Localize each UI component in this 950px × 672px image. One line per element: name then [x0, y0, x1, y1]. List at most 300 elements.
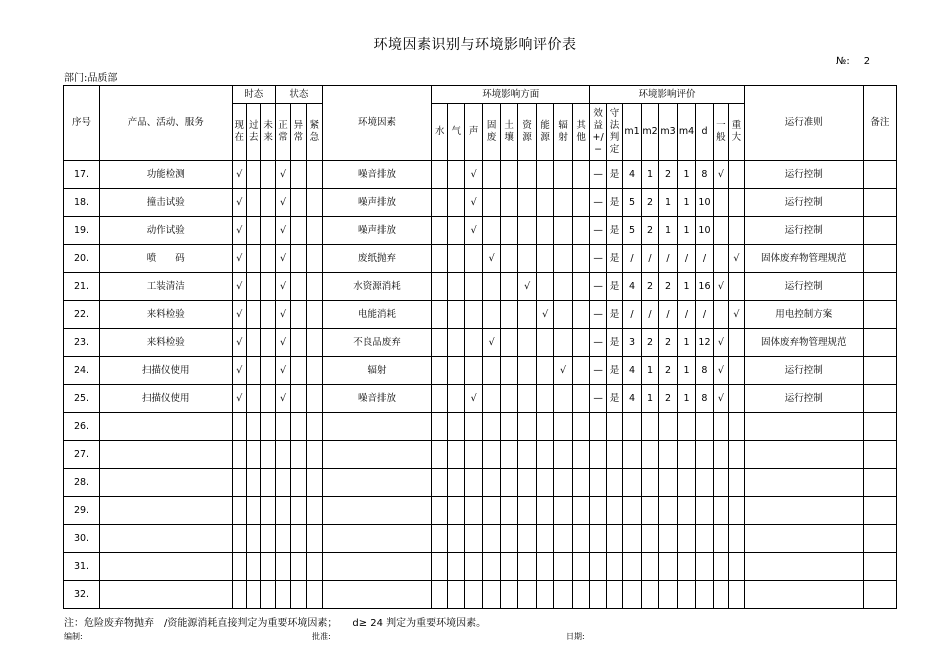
- row-impact-energy: [536, 581, 553, 609]
- row-number: 29.: [64, 497, 100, 525]
- row-impact-air: [448, 161, 464, 189]
- row-criterion: [744, 525, 863, 553]
- row-general: √: [713, 329, 728, 357]
- row-impact-air: [448, 357, 464, 385]
- row-remark: [863, 329, 896, 357]
- row-impact-water: [432, 217, 448, 245]
- row-impact-resource: √: [518, 273, 537, 301]
- header-impact-group: 环境影响方面: [432, 86, 590, 104]
- row-m1: 4: [623, 385, 642, 413]
- row-m1: 4: [623, 161, 642, 189]
- row-status-emergency: [306, 413, 322, 441]
- row-impact-air: [448, 329, 464, 357]
- row-impact-resource: [518, 553, 537, 581]
- row-factor: 电能消耗: [323, 301, 432, 329]
- header-m2: m2: [641, 104, 658, 161]
- table-row: [64, 217, 897, 245]
- row-tense-past: [247, 273, 261, 301]
- row-major: [729, 525, 745, 553]
- row-benefit: —: [590, 245, 606, 273]
- row-status-abnormal: [291, 553, 306, 581]
- row-impact-radiation: √: [554, 357, 573, 385]
- row-m3: /: [659, 245, 678, 273]
- row-tense-past: [247, 357, 261, 385]
- row-impact-sound: [464, 245, 483, 273]
- row-m2: 1: [641, 161, 658, 189]
- row-m2: /: [641, 301, 658, 329]
- row-impact-soil: [500, 413, 517, 441]
- row-m2: 2: [641, 217, 658, 245]
- row-m1: [623, 581, 642, 609]
- row-tense-future: [261, 413, 275, 441]
- row-m1: 4: [623, 273, 642, 301]
- row-benefit: —: [590, 273, 606, 301]
- row-impact-soil: [500, 329, 517, 357]
- row-m3: [659, 525, 678, 553]
- row-status-abnormal: [291, 469, 306, 497]
- row-tense-past: [247, 329, 261, 357]
- row-impact-radiation: [554, 189, 573, 217]
- row-factor: 水资源消耗: [323, 273, 432, 301]
- header-future: 未来: [261, 104, 275, 161]
- row-impact-energy: [536, 553, 553, 581]
- row-tense-now: √: [232, 329, 246, 357]
- row-impact-soil: [500, 273, 517, 301]
- row-impact-other: [572, 553, 590, 581]
- table-row: [64, 329, 897, 357]
- row-impact-energy: [536, 273, 553, 301]
- row-impact-energy: [536, 469, 553, 497]
- row-impact-solid-waste: [483, 441, 500, 469]
- row-tense-now: √: [232, 385, 246, 413]
- row-impact-water: [432, 581, 448, 609]
- row-compliance: [606, 469, 622, 497]
- row-general: [713, 413, 728, 441]
- row-tense-future: [261, 553, 275, 581]
- row-tense-now: [232, 553, 246, 581]
- row-tense-future: [261, 497, 275, 525]
- row-remark: [863, 301, 896, 329]
- header-emergency: 紧急: [306, 104, 322, 161]
- row-m4: 1: [677, 273, 696, 301]
- row-impact-radiation: [554, 413, 573, 441]
- header-abnormal: 异常: [291, 104, 306, 161]
- row-m2: 2: [641, 189, 658, 217]
- row-impact-water: [432, 525, 448, 553]
- row-impact-resource: [518, 469, 537, 497]
- row-factor: [323, 581, 432, 609]
- row-impact-air: [448, 469, 464, 497]
- row-tense-now: √: [232, 301, 246, 329]
- row-impact-resource: [518, 301, 537, 329]
- row-general: √: [713, 273, 728, 301]
- row-status-abnormal: [291, 357, 306, 385]
- row-impact-radiation: [554, 301, 573, 329]
- row-impact-other: [572, 441, 590, 469]
- row-impact-other: [572, 273, 590, 301]
- row-major: [729, 581, 745, 609]
- row-impact-energy: [536, 245, 553, 273]
- row-remark: [863, 385, 896, 413]
- table-row: [64, 525, 897, 553]
- row-m2: [641, 413, 658, 441]
- row-number: 21.: [64, 273, 100, 301]
- row-impact-soil: [500, 441, 517, 469]
- row-general: [713, 497, 728, 525]
- header-compliance: 守法判定: [606, 104, 622, 161]
- header-m4: m4: [677, 104, 696, 161]
- row-criterion: 运行控制: [744, 161, 863, 189]
- row-impact-water: [432, 441, 448, 469]
- row-tense-now: √: [232, 161, 246, 189]
- row-d: 10: [696, 217, 713, 245]
- row-general: √: [713, 357, 728, 385]
- header-resource: 资源: [518, 104, 537, 161]
- row-factor: 噪声排放: [323, 217, 432, 245]
- row-status-abnormal: [291, 441, 306, 469]
- row-status-normal: [275, 581, 290, 609]
- row-impact-resource: [518, 413, 537, 441]
- row-impact-resource: [518, 357, 537, 385]
- row-general: [713, 189, 728, 217]
- row-remark: [863, 273, 896, 301]
- row-m4: 1: [677, 189, 696, 217]
- row-number: 27.: [64, 441, 100, 469]
- row-tense-now: [232, 581, 246, 609]
- row-m4: 1: [677, 161, 696, 189]
- row-m4: 1: [677, 329, 696, 357]
- row-status-abnormal: [291, 525, 306, 553]
- row-impact-solid-waste: √: [483, 329, 500, 357]
- row-impact-sound: [464, 413, 483, 441]
- row-impact-radiation: [554, 245, 573, 273]
- row-status-emergency: [306, 189, 322, 217]
- row-tense-future: [261, 581, 275, 609]
- row-m3: [659, 581, 678, 609]
- row-impact-other: [572, 329, 590, 357]
- row-d: [696, 497, 713, 525]
- row-criterion: 运行控制: [744, 357, 863, 385]
- header-seq: 序号: [64, 86, 100, 161]
- row-status-emergency: [306, 161, 322, 189]
- row-impact-air: [448, 413, 464, 441]
- row-tense-past: [247, 497, 261, 525]
- row-number: 19.: [64, 217, 100, 245]
- row-status-normal: [275, 441, 290, 469]
- row-impact-air: [448, 273, 464, 301]
- row-activity: 扫描仪使用: [99, 385, 232, 413]
- row-status-abnormal: [291, 581, 306, 609]
- row-benefit: [590, 525, 606, 553]
- row-tense-future: [261, 301, 275, 329]
- row-m2: [641, 497, 658, 525]
- row-impact-water: [432, 413, 448, 441]
- row-m1: [623, 497, 642, 525]
- row-criterion: [744, 497, 863, 525]
- row-tense-future: [261, 441, 275, 469]
- row-remark: [863, 525, 896, 553]
- table-row: [64, 553, 897, 581]
- row-status-emergency: [306, 357, 322, 385]
- table-row: [64, 581, 897, 609]
- row-m1: /: [623, 245, 642, 273]
- row-benefit: —: [590, 189, 606, 217]
- row-tense-past: [247, 413, 261, 441]
- row-m3: [659, 553, 678, 581]
- row-activity: 工装清洁: [99, 273, 232, 301]
- row-m1: [623, 553, 642, 581]
- row-general: [713, 469, 728, 497]
- row-impact-resource: [518, 189, 537, 217]
- row-compliance: 是: [606, 161, 622, 189]
- row-activity: 扫描仪使用: [99, 357, 232, 385]
- row-status-normal: [275, 469, 290, 497]
- row-impact-water: [432, 301, 448, 329]
- row-m3: /: [659, 301, 678, 329]
- row-factor: [323, 413, 432, 441]
- row-impact-sound: √: [464, 385, 483, 413]
- header-m1: m1: [623, 104, 642, 161]
- row-impact-water: [432, 357, 448, 385]
- row-activity: [99, 413, 232, 441]
- row-criterion: 用电控制方案: [744, 301, 863, 329]
- row-benefit: [590, 441, 606, 469]
- row-impact-other: [572, 385, 590, 413]
- row-impact-solid-waste: [483, 273, 500, 301]
- row-d: /: [696, 245, 713, 273]
- footer-date: 日期:: [566, 632, 585, 641]
- row-number: 31.: [64, 553, 100, 581]
- row-tense-past: [247, 469, 261, 497]
- row-tense-now: [232, 525, 246, 553]
- row-impact-energy: [536, 441, 553, 469]
- row-impact-sound: √: [464, 161, 483, 189]
- table-row: [64, 189, 897, 217]
- row-impact-water: [432, 273, 448, 301]
- row-m4: [677, 469, 696, 497]
- row-compliance: 是: [606, 385, 622, 413]
- row-m3: 2: [659, 357, 678, 385]
- footer-approver: 批准:: [312, 632, 331, 641]
- row-activity: 功能检测: [99, 161, 232, 189]
- row-impact-energy: [536, 385, 553, 413]
- row-tense-now: [232, 413, 246, 441]
- department-label: 部门:: [64, 73, 88, 84]
- row-activity: [99, 525, 232, 553]
- row-benefit: [590, 553, 606, 581]
- row-compliance: 是: [606, 189, 622, 217]
- row-activity: 喷 码: [99, 245, 232, 273]
- row-m3: [659, 497, 678, 525]
- row-impact-solid-waste: √: [483, 245, 500, 273]
- row-m2: [641, 441, 658, 469]
- row-m4: 1: [677, 217, 696, 245]
- row-major: [729, 497, 745, 525]
- row-status-normal: √: [275, 273, 290, 301]
- header-past: 过去: [247, 104, 261, 161]
- row-tense-past: [247, 161, 261, 189]
- row-tense-now: √: [232, 217, 246, 245]
- row-status-emergency: [306, 217, 322, 245]
- table-row: [64, 441, 897, 469]
- row-number: 24.: [64, 357, 100, 385]
- row-impact-sound: [464, 581, 483, 609]
- header-eval-group: 环境影响评价: [590, 86, 744, 104]
- row-impact-energy: [536, 217, 553, 245]
- row-impact-solid-waste: [483, 497, 500, 525]
- row-number: 30.: [64, 525, 100, 553]
- row-impact-energy: [536, 525, 553, 553]
- row-m3: 1: [659, 189, 678, 217]
- row-d: 8: [696, 161, 713, 189]
- header-m3: m3: [659, 104, 678, 161]
- row-m3: [659, 441, 678, 469]
- header-normal: 正常: [275, 104, 290, 161]
- row-status-normal: √: [275, 245, 290, 273]
- row-impact-air: [448, 525, 464, 553]
- row-factor: 不良品废弃: [323, 329, 432, 357]
- table-row: [64, 273, 897, 301]
- row-criterion: [744, 469, 863, 497]
- row-status-normal: [275, 553, 290, 581]
- row-tense-future: [261, 385, 275, 413]
- row-impact-radiation: [554, 273, 573, 301]
- row-impact-water: [432, 189, 448, 217]
- row-factor: [323, 553, 432, 581]
- row-benefit: —: [590, 385, 606, 413]
- row-major: [729, 553, 745, 581]
- row-tense-future: [261, 525, 275, 553]
- table-row: [64, 301, 897, 329]
- row-number: 28.: [64, 469, 100, 497]
- row-criterion: 运行控制: [744, 217, 863, 245]
- row-impact-solid-waste: [483, 553, 500, 581]
- row-impact-solid-waste: [483, 469, 500, 497]
- row-impact-water: [432, 497, 448, 525]
- row-tense-now: √: [232, 273, 246, 301]
- row-factor: 废纸抛弃: [323, 245, 432, 273]
- row-benefit: [590, 469, 606, 497]
- row-impact-resource: [518, 525, 537, 553]
- row-number: 32.: [64, 581, 100, 609]
- row-impact-water: [432, 385, 448, 413]
- row-tense-future: [261, 273, 275, 301]
- row-m4: [677, 497, 696, 525]
- row-impact-solid-waste: [483, 385, 500, 413]
- row-impact-soil: [500, 385, 517, 413]
- row-remark: [863, 245, 896, 273]
- row-status-emergency: [306, 525, 322, 553]
- row-impact-radiation: [554, 525, 573, 553]
- row-m3: 1: [659, 217, 678, 245]
- row-impact-sound: [464, 357, 483, 385]
- row-impact-resource: [518, 245, 537, 273]
- row-m3: 2: [659, 161, 678, 189]
- row-impact-energy: [536, 413, 553, 441]
- row-d: /: [696, 301, 713, 329]
- row-activity: [99, 469, 232, 497]
- header-air: 气: [448, 104, 464, 161]
- row-remark: [863, 441, 896, 469]
- row-impact-other: [572, 161, 590, 189]
- header-sound: 声: [464, 104, 483, 161]
- page-title: 环境因素识别与环境影响评价表: [373, 37, 577, 53]
- row-impact-soil: [500, 245, 517, 273]
- header-major: 重大: [729, 104, 745, 161]
- row-factor: 噪音排放: [323, 385, 432, 413]
- row-general: √: [713, 385, 728, 413]
- row-major: [729, 413, 745, 441]
- row-status-normal: [275, 525, 290, 553]
- row-impact-solid-waste: [483, 357, 500, 385]
- row-m1: [623, 469, 642, 497]
- row-impact-soil: [500, 553, 517, 581]
- row-general: [713, 581, 728, 609]
- row-number: 25.: [64, 385, 100, 413]
- row-tense-now: √: [232, 357, 246, 385]
- row-impact-energy: [536, 497, 553, 525]
- row-benefit: —: [590, 301, 606, 329]
- row-major: [729, 357, 745, 385]
- header-now: 现在: [232, 104, 246, 161]
- row-criterion: 固体废弃物管理规范: [744, 245, 863, 273]
- row-m2: 1: [641, 385, 658, 413]
- row-impact-resource: [518, 497, 537, 525]
- row-impact-radiation: [554, 217, 573, 245]
- row-criterion: 固体废弃物管理规范: [744, 329, 863, 357]
- header-tense: 时态: [232, 86, 275, 104]
- row-m2: 2: [641, 329, 658, 357]
- row-tense-future: [261, 189, 275, 217]
- row-compliance: [606, 441, 622, 469]
- row-tense-past: [247, 245, 261, 273]
- row-d: 10: [696, 189, 713, 217]
- row-compliance: 是: [606, 329, 622, 357]
- row-m1: 4: [623, 357, 642, 385]
- row-number: 22.: [64, 301, 100, 329]
- row-impact-air: [448, 189, 464, 217]
- row-major: [729, 385, 745, 413]
- row-compliance: 是: [606, 217, 622, 245]
- row-remark: [863, 161, 896, 189]
- row-impact-air: [448, 385, 464, 413]
- row-d: [696, 469, 713, 497]
- row-remark: [863, 357, 896, 385]
- row-criterion: [744, 553, 863, 581]
- row-impact-sound: [464, 497, 483, 525]
- row-impact-resource: [518, 581, 537, 609]
- row-impact-air: [448, 581, 464, 609]
- row-impact-energy: [536, 161, 553, 189]
- row-tense-future: [261, 217, 275, 245]
- document-number: [836, 56, 870, 67]
- row-impact-other: [572, 245, 590, 273]
- row-status-emergency: [306, 301, 322, 329]
- row-m2: [641, 581, 658, 609]
- row-tense-past: [247, 581, 261, 609]
- row-status-normal: √: [275, 385, 290, 413]
- row-impact-air: [448, 553, 464, 581]
- row-remark: [863, 469, 896, 497]
- row-impact-energy: [536, 357, 553, 385]
- row-status-normal: √: [275, 329, 290, 357]
- row-impact-air: [448, 245, 464, 273]
- row-impact-water: [432, 245, 448, 273]
- row-activity: [99, 581, 232, 609]
- row-activity: [99, 497, 232, 525]
- row-compliance: [606, 497, 622, 525]
- row-factor: 噪声排放: [323, 189, 432, 217]
